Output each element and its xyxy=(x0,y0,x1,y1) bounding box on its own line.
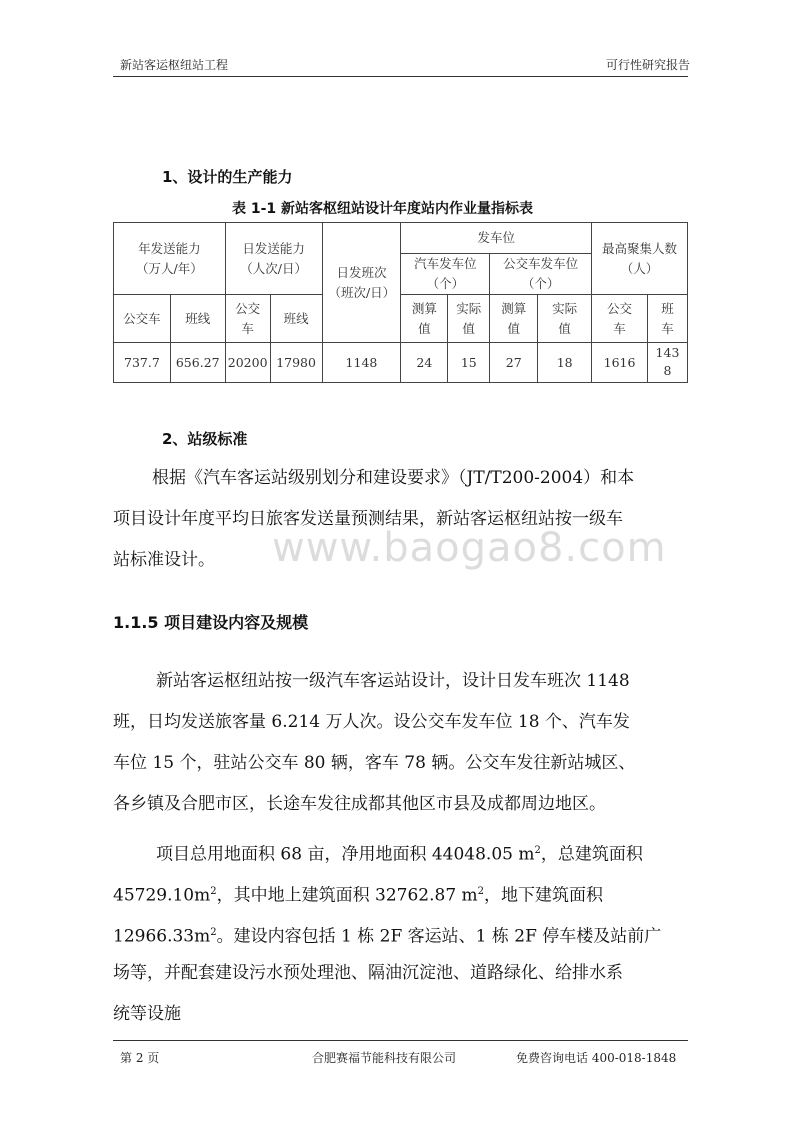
th-peak-gathering: 最高聚集人数（人） xyxy=(592,223,688,295)
th-transit-actual: 实际值 xyxy=(538,295,592,343)
cell-daily-departures: 1148 xyxy=(322,343,401,383)
th-daily-transit: 公交车 xyxy=(225,295,270,343)
cell-peak-line: 1438 xyxy=(647,343,687,383)
section-heading-station-grade: 2、站级标准 xyxy=(162,430,248,448)
cell-transit-actual: 18 xyxy=(538,343,592,383)
cell-bus-actual: 15 xyxy=(448,343,490,383)
footer-page-number: 第 2 页 xyxy=(120,1051,160,1065)
grade-para-line1: 根据《汽车客运站级别划分和建设要求》（JT/T200-2004）和本 xyxy=(152,468,635,488)
header-report-type: 可行性研究报告 xyxy=(606,58,691,72)
cell-annual-line: 656.27 xyxy=(170,343,225,383)
header-doc-title: 新站客运枢纽站工程 xyxy=(120,58,229,72)
table-caption: 表 1-1 新站客枢纽站设计年度站内作业量指标表 xyxy=(232,201,534,217)
scope-para2-line1: 项目总用地面积 68 亩，净用地面积 44048.05 $m^2$，总建筑面积 xyxy=(156,844,643,865)
scope-para2-line3: $12966.33m^2$。建设内容包括 1 栋 2F 客运站、1 栋 2F 停车楼及站前广 xyxy=(113,926,662,947)
th-bus-calc: 测算值 xyxy=(401,295,448,343)
watermark: www.baogao8.com xyxy=(272,525,667,571)
scope-para1-line2: 班，日均发送旅客量 6.214 万人次。设公交车发车位 18 个、汽车发 xyxy=(113,712,630,732)
th-daily-line: 班线 xyxy=(270,295,322,343)
footer-company: 合肥赛福节能科技有限公司 xyxy=(312,1051,457,1065)
footer-divider xyxy=(113,1040,688,1041)
section-heading-capacity: 1、设计的生产能力 xyxy=(162,168,293,186)
th-peak-transit: 公交车 xyxy=(592,295,648,343)
grade-para-line2: 项目设计年度平均日旅客发送量预测结果，新站客运枢纽站按一级车 xyxy=(113,509,623,529)
th-bus-berth: 汽车发车位（个） xyxy=(401,254,490,295)
cell-daily-line: 17980 xyxy=(270,343,322,383)
scope-para2-line2: $45729.10m^2$，其中地上建筑面积 32762.87 $m^2$，地下建筑面积 xyxy=(113,885,604,906)
th-annual-capacity: 年发送能力（万人/年） xyxy=(114,223,226,295)
cell-bus-calc: 24 xyxy=(401,343,448,383)
th-annual-line: 班线 xyxy=(170,295,225,343)
th-daily-capacity: 日发送能力（人次/日） xyxy=(225,223,322,295)
grade-para-line3: 站标准设计。 xyxy=(113,550,215,570)
th-transit-calc: 测算值 xyxy=(490,295,538,343)
scope-para1-line4: 各乡镇及合肥市区，长途车发往成都其他区市县及成都周边地区。 xyxy=(113,794,606,814)
scope-para1-line1: 新站客运枢纽站按一级汽车客运站设计，设计日发车班次 1148 xyxy=(156,671,630,691)
cell-annual-transit: 737.7 xyxy=(114,343,171,383)
th-bus-actual: 实际值 xyxy=(448,295,490,343)
header-divider xyxy=(113,76,688,77)
cell-transit-calc: 27 xyxy=(490,343,538,383)
section-heading-construction: 1.1.5 项目建设内容及规模 xyxy=(113,613,309,632)
cell-peak-transit: 1616 xyxy=(592,343,648,383)
th-daily-departures: 日发班次（班次/日） xyxy=(322,223,401,343)
th-annual-transit: 公交车 xyxy=(114,295,171,343)
th-peak-line: 班车 xyxy=(647,295,687,343)
scope-para2-line4: 场等，并配套建设污水预处理池、隔油沉淀池、道路绿化、给排水系 xyxy=(113,963,623,983)
th-transit-berth: 公交车发车位（个） xyxy=(490,254,592,295)
scope-para2-line5: 统等设施 xyxy=(113,1004,181,1024)
footer-hotline: 免费咨询电话 400-018-1848 xyxy=(516,1051,677,1065)
scope-para1-line3: 车位 15 个，驻站公交车 80 辆，客车 78 辆。公交车发往新站城区、 xyxy=(113,753,636,773)
th-berth-group: 发车位 xyxy=(401,223,592,254)
cell-daily-transit: 20200 xyxy=(225,343,270,383)
capacity-table xyxy=(113,222,688,383)
